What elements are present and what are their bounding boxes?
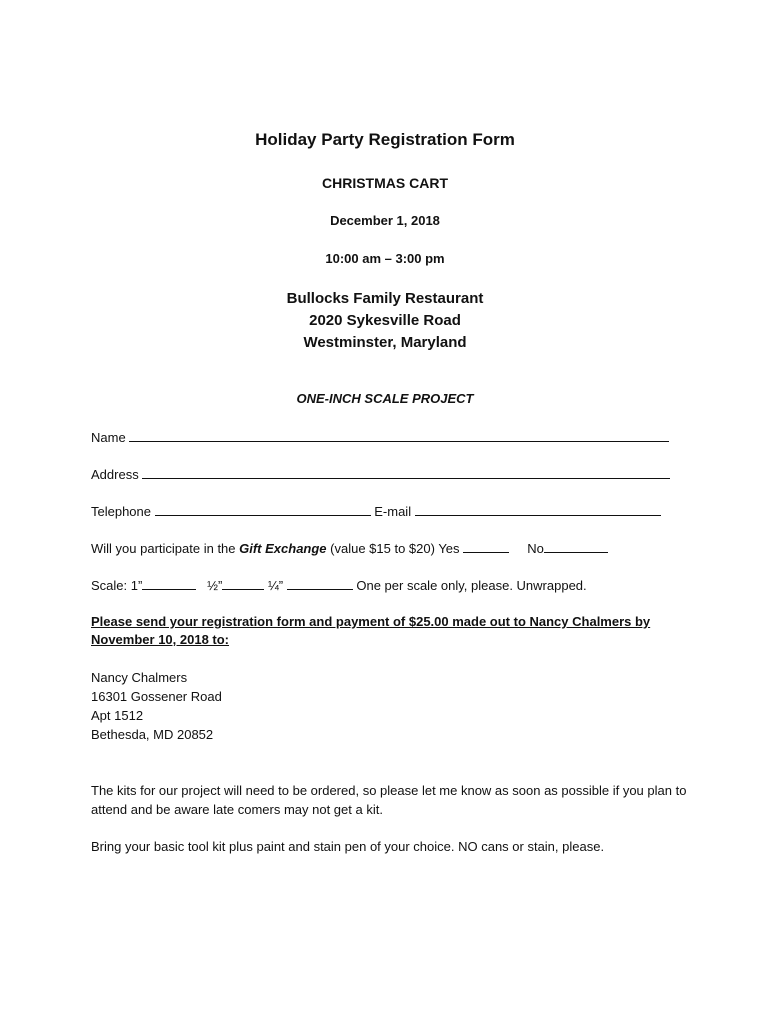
mailing-address — [91, 668, 222, 744]
address-field[interactable] — [142, 464, 670, 479]
scale-one-inch-field[interactable] — [142, 575, 196, 590]
venue-city: Westminster, Maryland — [303, 334, 467, 351]
address-row — [91, 464, 691, 484]
scale-note: One per scale only, please. Unwrapped. — [352, 578, 587, 593]
project-heading: ONE-INCH SCALE PROJECT — [296, 391, 474, 406]
payment-notice: Please send your registration form and payment of $25.00 made out to Nancy Chalmers by November 10, 2018 to: — [91, 614, 651, 647]
telephone-label: Telephone — [91, 504, 151, 519]
mailing-apt: Apt 1512 — [91, 708, 144, 723]
gift-exchange-row — [91, 538, 691, 558]
page-title: Holiday Party Registration Form — [255, 130, 515, 149]
event-date: December 1, 2018 — [330, 213, 440, 228]
name-label: Name — [91, 430, 126, 445]
gift-suffix: (value $15 to $20) Yes — [326, 541, 460, 556]
telephone-field[interactable] — [155, 501, 371, 516]
mailing-street: 16301 Gossener Road — [91, 689, 222, 704]
venue-block — [0, 288, 770, 354]
address-label: Address — [91, 467, 139, 482]
gift-yes-field[interactable] — [463, 538, 509, 553]
mailing-city: Bethesda, MD 20852 — [91, 727, 214, 742]
name-row — [91, 427, 691, 447]
mailing-name: Nancy Chalmers — [91, 670, 188, 685]
kits-paragraph: The kits for our project will need to be ordered, so please let me know as soon as possible if you plan to attend and be aware late comers may not get a kit. — [91, 783, 687, 817]
scale-half-field[interactable] — [222, 575, 264, 590]
scale-quarter-label: ¼” — [267, 578, 284, 593]
scale-half-label: ½” — [207, 578, 223, 593]
gift-no-label: No — [527, 541, 544, 556]
event-time: 10:00 am – 3:00 pm — [325, 251, 445, 266]
gift-no-field[interactable] — [544, 538, 608, 553]
scale-row — [91, 575, 691, 595]
venue-name: Bullocks Family Restaurant — [286, 290, 484, 307]
gift-prefix: Will you participate in the — [91, 541, 240, 556]
scale-label: Scale: 1” — [91, 578, 143, 593]
email-label: E-mail — [374, 504, 412, 519]
event-subtitle: CHRISTMAS CART — [322, 175, 448, 191]
bring-paragraph: Bring your basic tool kit plus paint and stain pen of your choice. NO cans or stain, please. — [91, 839, 605, 854]
email-field[interactable] — [415, 501, 661, 516]
gift-exchange-emphasis: Gift Exchange — [239, 541, 327, 556]
scale-quarter-field[interactable] — [287, 575, 353, 590]
venue-street: 2020 Sykesville Road — [309, 312, 461, 329]
name-field[interactable] — [129, 427, 669, 442]
telephone-row — [91, 501, 691, 521]
